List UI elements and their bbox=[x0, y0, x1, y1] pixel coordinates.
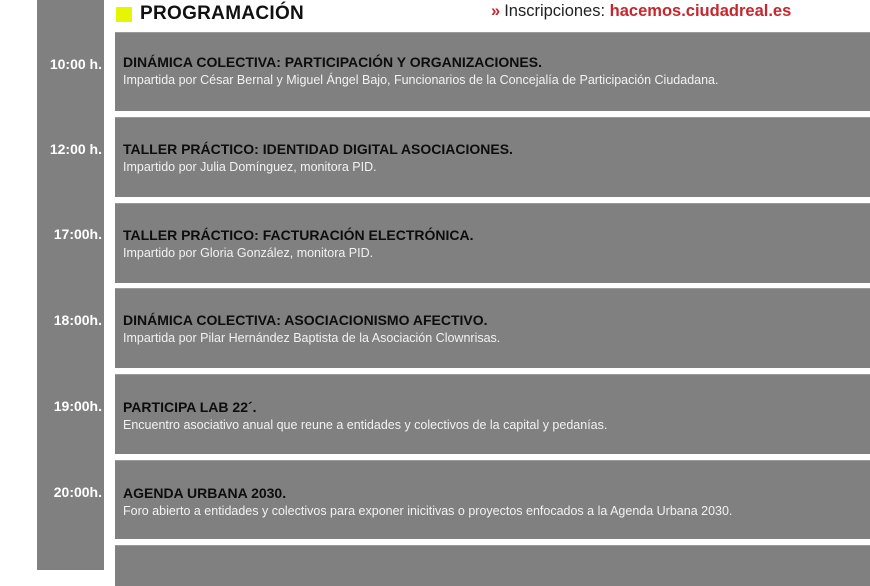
session-title: TALLER PRÁCTICO: IDENTIDAD DIGITAL ASOCIACIONES. bbox=[123, 141, 513, 157]
session-box bbox=[115, 460, 870, 539]
session-time: 20:00h. bbox=[53, 484, 102, 500]
registration-info bbox=[491, 2, 791, 21]
session-box bbox=[115, 288, 870, 368]
session-time: 18:00h. bbox=[53, 312, 102, 328]
session-title: AGENDA URBANA 2030. bbox=[123, 485, 287, 501]
session-description: Encuentro asociativo anual que reune a entidades y colectivos de la capital y pedanías. bbox=[123, 418, 608, 432]
yellow-square-icon bbox=[116, 7, 132, 22]
session-title: PARTICIPA LAB 22´. bbox=[123, 399, 257, 415]
session-description: Impartido por Julia Domínguez, monitora PID. bbox=[123, 160, 377, 174]
session-title: TALLER PRÁCTICO: FACTURACIÓN ELECTRÓNICA. bbox=[123, 227, 474, 243]
registration-label: Inscripciones: bbox=[504, 2, 606, 20]
session-description: Impartida por Pilar Hernández Baptista de la Asociación Clownrisas. bbox=[123, 331, 501, 345]
session-box bbox=[115, 545, 870, 586]
session-box bbox=[115, 117, 870, 197]
session-title: DINÁMICA COLECTIVA: PARTICIPACIÓN Y ORGANIZACIONES. bbox=[123, 54, 542, 70]
session-box bbox=[115, 203, 870, 283]
session-description: Foro abierto a entidades y colectivos para exponer inicitivas o proyectos enfocados a la Agenda Urbana 2030. bbox=[123, 504, 733, 518]
session-time: 17:00h. bbox=[53, 226, 102, 242]
session-box bbox=[115, 374, 870, 454]
session-time: 10:00 h. bbox=[49, 56, 102, 72]
page-title: PROGRAMACIÓN bbox=[140, 3, 305, 24]
header bbox=[0, 0, 870, 30]
registration-link[interactable]: hacemos.ciudadreal.es bbox=[609, 2, 792, 20]
double-chevron-right-icon: » bbox=[491, 2, 501, 20]
session-time: 12:00 h. bbox=[49, 141, 102, 157]
session-time: 19:00h. bbox=[53, 398, 102, 414]
session-description: Impartido por Gloria González, monitora PID. bbox=[123, 246, 374, 260]
session-title: DINÁMICA COLECTIVA: ASOCIACIONISMO AFECTIVO. bbox=[123, 312, 488, 328]
session-description: Impartida por César Bernal y Miguel Ángel Bajo, Funcionarios de la Concejalía de Participación Ciudadana. bbox=[123, 73, 719, 87]
session-box bbox=[115, 32, 870, 111]
